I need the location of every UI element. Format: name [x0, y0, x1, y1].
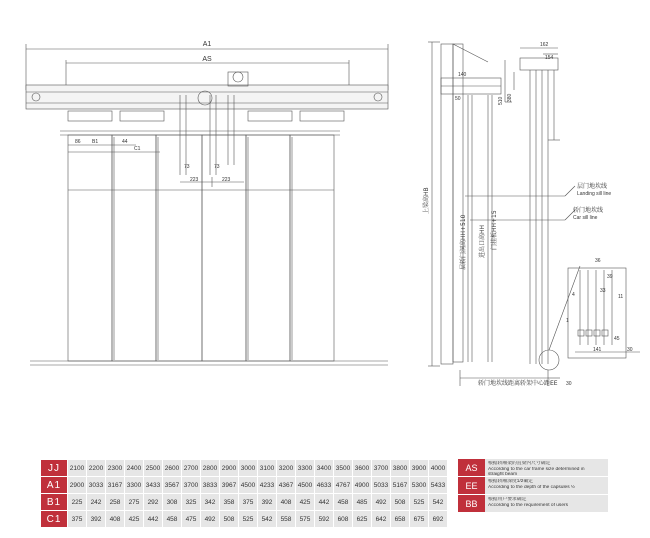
- table-cell: 5167: [391, 477, 410, 494]
- legend-en1: According to the requirement of users: [488, 502, 568, 508]
- table-cell: 3700: [182, 477, 201, 494]
- table-cell: 5033: [372, 477, 391, 494]
- label-car-sill-en: Car sill line: [573, 215, 598, 221]
- table-cell: 692: [429, 511, 448, 528]
- table-cell: 308: [163, 494, 182, 511]
- dim-73a: 73: [184, 164, 190, 170]
- table-cell: 625: [353, 511, 372, 528]
- dim-33: 33: [600, 288, 606, 294]
- table-cell: 392: [87, 511, 106, 528]
- table-row: [41, 477, 448, 494]
- table-cell: 2700: [182, 460, 201, 477]
- table-cell: 342: [201, 494, 220, 511]
- table-cell: 275: [125, 494, 144, 511]
- legend-en1: According to the depth of the capsules ½: [488, 484, 575, 490]
- label-opening-height: 进出口高HH: [479, 224, 486, 258]
- legend-key: BB: [458, 495, 485, 512]
- dim-30: 30: [566, 381, 572, 387]
- dim-223a: 223: [190, 177, 199, 183]
- table-cell: 3433: [144, 477, 163, 494]
- table-cell: 675: [410, 511, 429, 528]
- label-ee-note: 轿门地坎线距离轿架中心距EE: [478, 380, 558, 387]
- dim-162: 162: [540, 42, 549, 48]
- spec-table: [40, 459, 448, 528]
- table-cell: 2400: [125, 460, 144, 477]
- table-cell: 3100: [258, 460, 277, 477]
- table-cell: 442: [315, 494, 334, 511]
- table-cell: 425: [296, 494, 315, 511]
- table-cell: 525: [410, 494, 429, 511]
- table-cell: 5433: [429, 477, 448, 494]
- legend-text: [485, 477, 608, 494]
- dim-11: 11: [618, 294, 624, 300]
- dim-154: 154: [545, 55, 554, 61]
- legend-en1: According to the car frame size determined in: [488, 466, 585, 472]
- table-cell: 542: [258, 511, 277, 528]
- table-cell: 3600: [353, 460, 372, 477]
- table-cell: 3300: [125, 477, 144, 494]
- row-key: JJ: [41, 460, 68, 477]
- legend-text: [485, 495, 608, 512]
- table-cell: 258: [106, 494, 125, 511]
- label-hanger-height: 门挂板HH+15: [491, 210, 498, 250]
- table-cell: 242: [87, 494, 106, 511]
- table-cell: 325: [182, 494, 201, 511]
- legend-key: EE: [458, 477, 485, 494]
- legend: [458, 459, 608, 513]
- table-cell: 3900: [410, 460, 429, 477]
- table-cell: 485: [353, 494, 372, 511]
- table-cell: 475: [182, 511, 201, 528]
- dim-140: 140: [458, 72, 467, 78]
- table-cell: 375: [68, 511, 87, 528]
- legend-key: AS: [458, 459, 485, 476]
- dim-73b: 73: [214, 164, 220, 170]
- table-cell: 658: [391, 511, 410, 528]
- table-cell: 2100: [68, 460, 87, 477]
- legend-cn: 根据用户要求确定: [488, 497, 527, 502]
- table-cell: 2200: [87, 460, 106, 477]
- table-cell: 408: [106, 511, 125, 528]
- dim-510: 510: [498, 96, 504, 105]
- dim-c1: C1: [134, 146, 141, 152]
- legend-cn: 根据轿厢架的直梁内尺寸确定: [488, 461, 551, 466]
- table-cell: 2900: [220, 460, 239, 477]
- label-car-sill-cn: 轿门地坎线: [573, 207, 604, 214]
- table-cell: 3500: [334, 460, 353, 477]
- row-key: B1: [41, 494, 68, 511]
- label-landing-sill-cn: 层门地坎线: [577, 183, 608, 190]
- legend-item: [458, 459, 608, 477]
- table-cell: 292: [144, 494, 163, 511]
- table-cell: 3833: [201, 477, 220, 494]
- legend-en2: straight beam: [488, 472, 518, 478]
- table-cell: 3400: [315, 460, 334, 477]
- table-cell: 4000: [429, 460, 448, 477]
- table-cell: 3000: [239, 460, 258, 477]
- dim-1: 1: [566, 318, 569, 324]
- table-row: [41, 494, 448, 511]
- table-cell: 3167: [106, 477, 125, 494]
- table-cell: 642: [372, 511, 391, 528]
- legend-item: [458, 495, 608, 513]
- legend-item: [458, 477, 608, 495]
- table-cell: 4233: [258, 477, 277, 494]
- table-row: [41, 511, 448, 528]
- table-cell: 492: [372, 494, 391, 511]
- table-cell: 508: [220, 511, 239, 528]
- table-cell: 3800: [391, 460, 410, 477]
- table-cell: 458: [163, 511, 182, 528]
- table-cell: 458: [334, 494, 353, 511]
- table-cell: 4767: [334, 477, 353, 494]
- table-cell: 4500: [239, 477, 258, 494]
- table-cell: 4367: [277, 477, 296, 494]
- table-cell: 525: [239, 511, 258, 528]
- table-cell: 3300: [296, 460, 315, 477]
- dim-44: 44: [122, 139, 128, 145]
- table-cell: 2800: [201, 460, 220, 477]
- table-cell: 4633: [315, 477, 334, 494]
- table-cell: 608: [334, 511, 353, 528]
- table-cell: 5300: [410, 477, 429, 494]
- table-cell: 425: [125, 511, 144, 528]
- dim-380: 380: [507, 93, 513, 102]
- table-cell: 3200: [277, 460, 296, 477]
- dim-30-detail: 30: [627, 347, 633, 353]
- table-cell: 2600: [163, 460, 182, 477]
- table-cell: 4500: [296, 477, 315, 494]
- table-cell: 558: [277, 511, 296, 528]
- table-cell: 575: [296, 511, 315, 528]
- row-key: C1: [41, 511, 68, 528]
- table-cell: 442: [144, 511, 163, 528]
- dim-141: 141: [593, 347, 602, 353]
- dim-as: AS: [202, 56, 212, 63]
- label-frame-height: 层轿门洞高HH+510: [460, 214, 467, 270]
- table-cell: 3567: [163, 477, 182, 494]
- table-cell: 508: [391, 494, 410, 511]
- table-cell: 358: [220, 494, 239, 511]
- dim-a1: A1: [202, 41, 212, 48]
- table-cell: 2300: [106, 460, 125, 477]
- table-cell: 592: [315, 511, 334, 528]
- table-cell: 2500: [144, 460, 163, 477]
- table-cell: 492: [201, 511, 220, 528]
- dim-45: 45: [614, 336, 620, 342]
- legend-text: [485, 459, 608, 476]
- dim-50: 50: [455, 96, 461, 102]
- dim-36: 36: [595, 258, 601, 264]
- legend-cn: 根据轿厢深度1/2确定: [488, 479, 534, 484]
- table-cell: 392: [258, 494, 277, 511]
- dim-223b: 223: [222, 177, 231, 183]
- table-cell: 3967: [220, 477, 239, 494]
- table-cell: 4900: [353, 477, 372, 494]
- table-cell: 3700: [372, 460, 391, 477]
- table-cell: 542: [429, 494, 448, 511]
- table-cell: 2900: [68, 477, 87, 494]
- label-top-beam: 上梁高HB: [423, 187, 430, 214]
- label-landing-sill-en: Landing sill line: [577, 191, 612, 197]
- table-cell: 375: [239, 494, 258, 511]
- dim-b1: B1: [92, 139, 99, 145]
- table-cell: 408: [277, 494, 296, 511]
- table-row: [41, 460, 448, 477]
- table-cell: 225: [68, 494, 87, 511]
- table-cell: 3033: [87, 477, 106, 494]
- dim-86: 86: [75, 139, 81, 145]
- row-key: A1: [41, 477, 68, 494]
- dim-39: 39: [607, 274, 613, 280]
- dim-4: 4: [572, 292, 575, 298]
